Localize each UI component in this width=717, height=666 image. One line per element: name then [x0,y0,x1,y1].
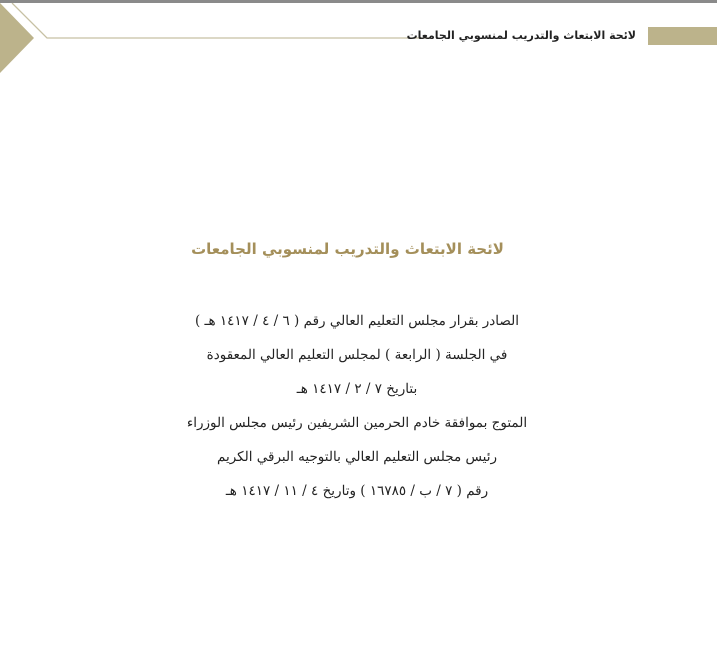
body-line-5: رئيس مجلس التعليم العالي بالتوجيه البرقي الكريم [216,449,498,465]
body-line-3: بتاريخ ٧ / ٢ / ١٤١٧ هـ [296,381,418,397]
body-line-2: في الجلسة ( الرابعة ) لمجلس التعليم العالي المعقودة [206,347,508,363]
body-line-4: المتوج بموافقة خادم الحرمين الشريفين رئيس مجلس الوزراء [186,415,528,431]
corner-triangle [0,3,34,73]
document-title: لائحة الابتعاث والتدريب لمنسوبي الجامعات [191,240,504,258]
header-band [648,27,717,45]
header-title: لائحة الابتعاث والتدريب لمنسوبي الجامعات [406,29,636,42]
body-line-6: رقم ( ٧ / ب / ١٦٧٨٥ ) وتاريخ ٤ / ١١ / ١٤١٧ هـ [225,483,489,499]
body-line-1: الصادر بقرار مجلس التعليم العالي رقم ( ٦ / ٤ / ١٤١٧ هـ ) [194,313,519,329]
header-guide-line [12,3,430,38]
document-body [150,307,564,511]
